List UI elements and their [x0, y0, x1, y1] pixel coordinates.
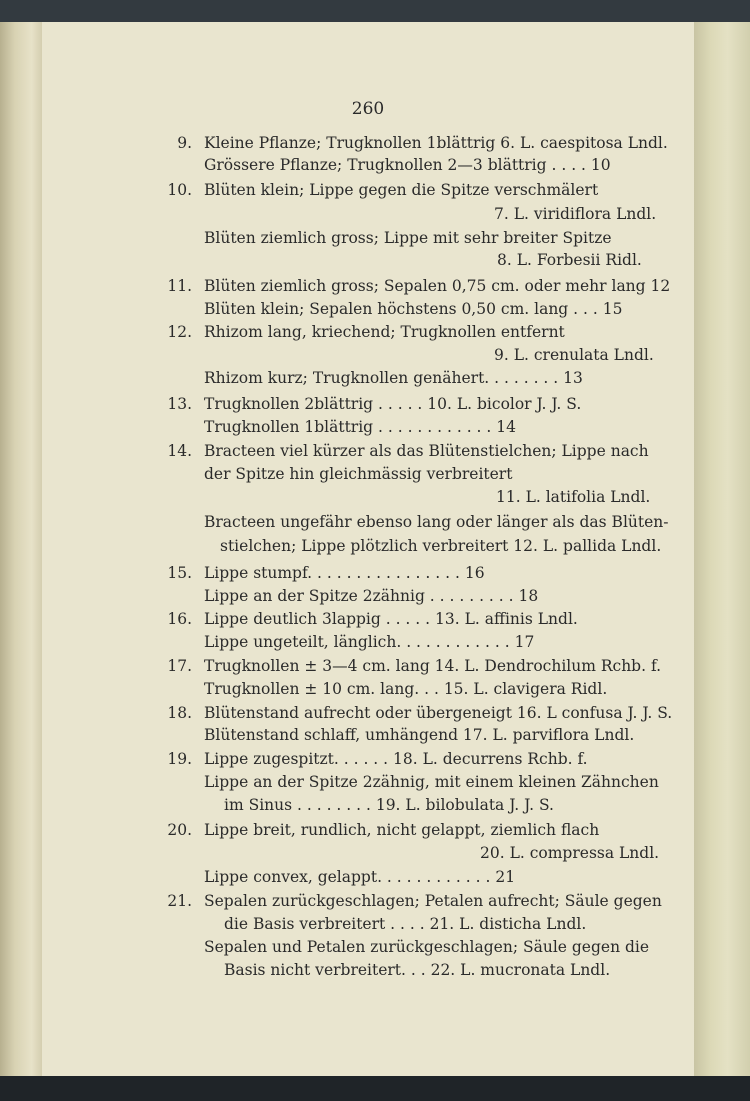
key-line: Rhizom kurz; Trugknollen genähert. . . . . . . . 13 [204, 369, 583, 387]
key-line: Blüten klein; Sepalen höchstens 0,50 cm. lang . . . 15 [204, 300, 623, 318]
key-line: Trugknollen ± 10 cm. lang. . . 15. L. clavigera Ridl. [204, 680, 608, 698]
key-number: 17. [167, 657, 192, 675]
key-number: 19. [167, 750, 192, 768]
key-number: 11. [167, 277, 192, 295]
species-line: 7. L. viridiflora Lndl. [494, 205, 657, 223]
key-line: Kleine Pflanze; Trugknollen 1blättrig 6. L. caespitosa Lndl. [204, 134, 668, 152]
key-number: 21. [167, 892, 192, 910]
key-line: Lippe breit, rundlich, nicht gelappt, ziemlich flach [204, 821, 600, 839]
key-number: 16. [167, 610, 192, 628]
species-line: 8. L. Forbesii Ridl. [497, 251, 642, 269]
key-line: Grössere Pflanze; Trugknollen 2—3 blättrig . . . . 10 [204, 156, 611, 174]
key-number: 15. [167, 564, 192, 582]
key-line: Lippe an der Spitze 2zähnig . . . . . . . . . 18 [204, 587, 539, 605]
next-page-edge [694, 22, 750, 1076]
key-line: Bracteen viel kürzer als das Blütenstielchen; Lippe nach [204, 442, 649, 460]
page-number: 260 [351, 99, 385, 119]
page-text [42, 22, 694, 1076]
key-number: 12. [167, 323, 192, 341]
key-line: Lippe convex, gelappt. . . . . . . . . . . . 21 [204, 868, 516, 886]
key-line: die Basis verbreitert . . . . 21. L. disticha Lndl. [224, 915, 587, 933]
species-line: 20. L. compressa Lndl. [480, 844, 660, 862]
key-line: Trugknollen 1blättrig . . . . . . . . . . . . 14 [204, 418, 516, 436]
key-line: Blüten ziemlich gross; Lippe mit sehr breiter Spitze [204, 229, 612, 247]
key-line: Lippe ungeteilt, länglich. . . . . . . . . . . . 17 [204, 633, 535, 651]
key-line: Lippe deutlich 3lappig . . . . . 13. L. affinis Lndl. [204, 610, 578, 628]
species-line: 9. L. crenulata Lndl. [494, 346, 654, 364]
species-line: 11. L. latifolia Lndl. [496, 488, 651, 506]
key-number: 14. [167, 442, 192, 460]
key-line: Bracteen ungefähr ebenso lang oder länger als das Blüten- [204, 513, 669, 531]
key-line: Lippe stumpf. . . . . . . . . . . . . . . . 16 [204, 564, 485, 582]
key-line: Blütenstand schlaff, umhängend 17. L. parviflora Lndl. [204, 726, 635, 744]
key-line: der Spitze hin gleichmässig verbreitert [204, 465, 513, 483]
scan-top-border [0, 0, 750, 22]
key-line: im Sinus . . . . . . . . 19. L. bilobulata J. J. S. [224, 796, 554, 814]
key-line: Sepalen zurückgeschlagen; Petalen aufrecht; Säule gegen [204, 892, 662, 910]
scan-bottom-border [0, 1076, 750, 1101]
key-line: Sepalen und Petalen zurückgeschlagen; Säule gegen die [204, 938, 650, 956]
key-number: 10. [167, 181, 192, 199]
key-number: 20. [167, 821, 192, 839]
key-line: Basis nicht verbreitert. . . 22. L. mucronata Lndl. [224, 961, 611, 979]
key-line: Lippe zugespitzt. . . . . . 18. L. decurrens Rchb. f. [204, 750, 588, 768]
book-gutter-edge [0, 22, 42, 1076]
key-number: 13. [167, 395, 192, 413]
key-number: 9. [177, 134, 192, 152]
key-line: Blütenstand aufrecht oder übergeneigt 16. L confusa J. J. S. [204, 704, 673, 722]
key-line: Blüten klein; Lippe gegen die Spitze verschmälert [204, 181, 599, 199]
key-line: Trugknollen 2blättrig . . . . . 10. L. bicolor J. J. S. [204, 395, 582, 413]
key-line: Trugknollen ± 3—4 cm. lang 14. L. Dendrochilum Rchb. f. [204, 657, 662, 675]
key-line: Lippe an der Spitze 2zähnig, mit einem kleinen Zähnchen [204, 773, 659, 791]
key-line: stielchen; Lippe plötzlich verbreitert 12. L. pallida Lndl. [220, 537, 662, 555]
key-number: 18. [167, 704, 192, 722]
key-line: Blüten ziemlich gross; Sepalen 0,75 cm. oder mehr lang 12 [204, 277, 671, 295]
key-line: Rhizom lang, kriechend; Trugknollen entfernt [204, 323, 565, 341]
